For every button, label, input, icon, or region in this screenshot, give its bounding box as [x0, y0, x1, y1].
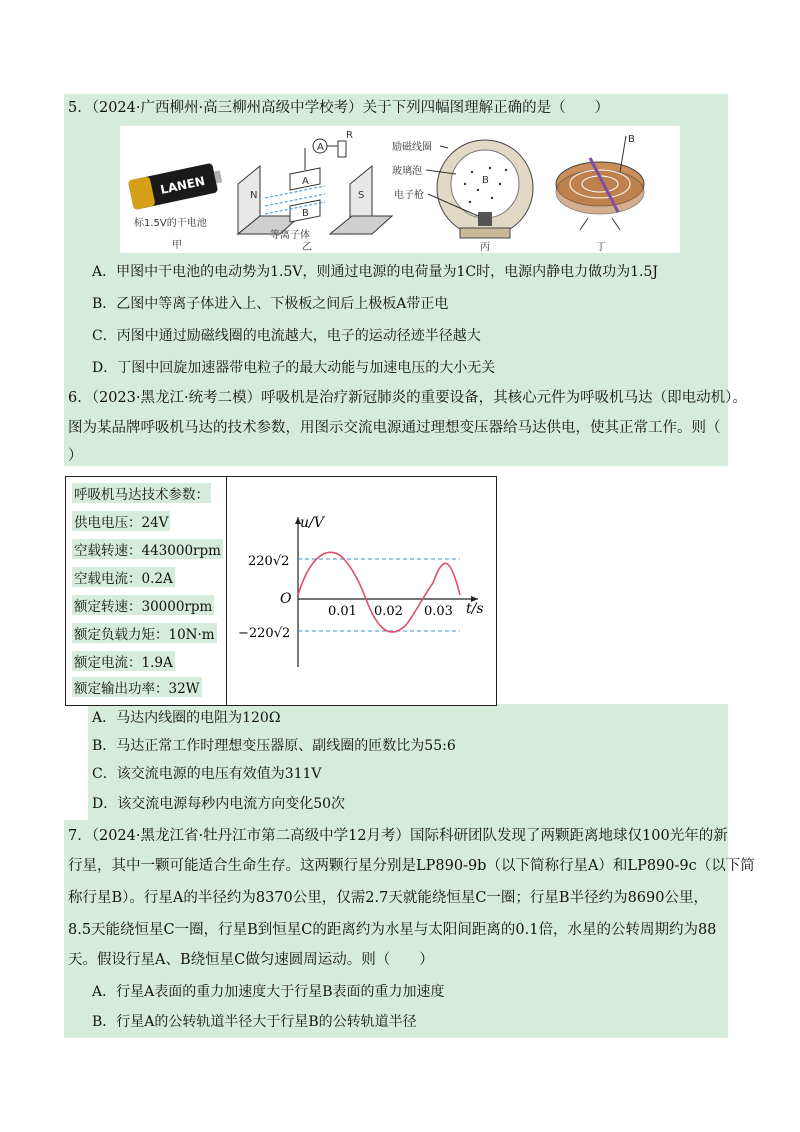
spec-title: 呼吸机马达技术参数： [72, 483, 211, 503]
mhd-figure [238, 130, 392, 253]
ammeter-label: A [317, 142, 324, 153]
cyclotron-figure [556, 134, 644, 253]
q6-stem-line1: 6．（2023·黑龙江·统考二模）呼吸机是治疗新冠肺炎的重要设备，其核心元件为呼吸机马达（即电动机）。 [68, 390, 747, 406]
motor-spec-table [65, 476, 497, 706]
q5-option-d[interactable]: D．丁图中回旋加速器带电粒子的最大动能与加速电压的大小无关 [92, 360, 496, 376]
graph-origin: O [280, 591, 292, 607]
graph-xtick-3: 0.03 [424, 604, 453, 619]
cyclotron-b: B [628, 134, 635, 145]
q5-option-a[interactable]: A．甲图中干电池的电动势为1.5V，则通过电源的电荷量为1C时，电源内静电力做功为1.5J [92, 264, 658, 280]
q6-stem-line3: ） [68, 448, 83, 464]
q7-stem-line5: 天。假设行星A、B绕恒星C做匀速圆周运动。则（ ） [68, 952, 434, 968]
caption-bing: 丙 [480, 242, 490, 253]
plasma-label: 等离子体 [270, 230, 310, 241]
spec-row: 额定输出功率：32W [72, 677, 202, 697]
battery-figure [128, 162, 224, 251]
spec-column [66, 477, 227, 705]
battery-label: 标1.5V的干电池 [134, 218, 207, 229]
spec-row: 额定电流：1.9A [72, 651, 175, 671]
plate-b: B [302, 208, 309, 219]
caption-ding: 丁 [596, 242, 606, 253]
bulb-label: 玻璃泡 [392, 166, 422, 177]
spec-row: 额定负载力矩：10N·m [72, 623, 217, 643]
voltage-graph [228, 477, 496, 705]
resistor-label: R [346, 130, 353, 141]
q6-option-c[interactable]: C．该交流电源的电压有效值为311V [92, 766, 322, 782]
caption-yi: 乙 [302, 242, 312, 253]
q5-option-b[interactable]: B．乙图中等离子体进入上、下极板之间后上极板A带正电 [92, 296, 449, 312]
graph-ylabel: u/V [300, 515, 324, 531]
beam-tube-figure [392, 140, 533, 253]
plate-a: A [302, 176, 309, 187]
q7-stem-line1: 7．（2024·黑龙江省·牡丹江市第二高级中学12月考）国际科研团队发现了两颗距离地球仅100光年的新 [68, 828, 728, 844]
spec-row: 额定转速：30000rpm [72, 595, 214, 615]
q6-stem-line2: 图为某品牌呼吸机马达的技术参数，用图示交流电源通过理想变压器给马达供电，使其正常工作。则（ [68, 420, 721, 436]
q5-stem: 5．（2024·广西柳州·高三柳州高级中学校考）关于下列四幅图理解正确的是（ ） [68, 100, 610, 116]
spec-row: 空载转速：443000rpm [72, 539, 223, 559]
coil-label: 励磁线圈 [392, 142, 432, 153]
spec-row: 供电电压：24V [72, 511, 170, 531]
caption-jia: 甲 [172, 240, 182, 251]
spec-row: 空载电流：0.2A [72, 567, 175, 587]
q5-figure-svg [120, 126, 680, 253]
magnet-n: N [250, 190, 258, 201]
q7-stem-line4: 8.5天能绕恒星C一圈，行星B到恒星C的距离约为水星与太阳间距离的0.1倍，水星的公转周期约为88 [68, 922, 717, 938]
battery-brand: LANEN [159, 173, 207, 197]
graph-ytick-neg: −220√2 [238, 626, 291, 641]
q5-figures [120, 126, 680, 253]
q7-stem-line2: 行星，其中一颗可能适合生命生存。这两颗行星分别是LP890-9b（以下简称行星A）和LP890-9c（以下简 [68, 858, 755, 874]
field-label: B [482, 175, 489, 186]
q6-option-a[interactable]: A．马达内线圈的电阻为120Ω [92, 710, 281, 726]
q5-option-c[interactable]: C．丙图中通过励磁线圈的电流越大，电子的运动径迹半径越大 [92, 328, 481, 344]
q6-option-b[interactable]: B．马达正常工作时理想变压器原、副线圈的匝数比为55:6 [92, 738, 456, 754]
q6-option-d[interactable]: D．该交流电源每秒内电流方向变化50次 [92, 796, 346, 812]
gun-label: 电子枪 [394, 190, 424, 201]
graph-xtick-1: 0.01 [328, 604, 357, 619]
graph-ytick-pos: 220√2 [248, 554, 290, 569]
q7-option-b[interactable]: B．行星A的公转轨道半径大于行星B的公转轨道半径 [92, 1014, 417, 1030]
graph-xtick-2: 0.02 [374, 604, 403, 619]
q7-stem-line3: 称行星B）。行星A的半径约为8370公里，仅需2.7天就能绕恒星C一圈；行星B半径约为8690公里， [68, 890, 708, 906]
graph-xlabel: t/s [466, 601, 484, 617]
q7-option-a[interactable]: A．行星A表面的重力加速度大于行星B表面的重力加速度 [92, 984, 445, 1000]
magnet-s: S [358, 190, 365, 201]
